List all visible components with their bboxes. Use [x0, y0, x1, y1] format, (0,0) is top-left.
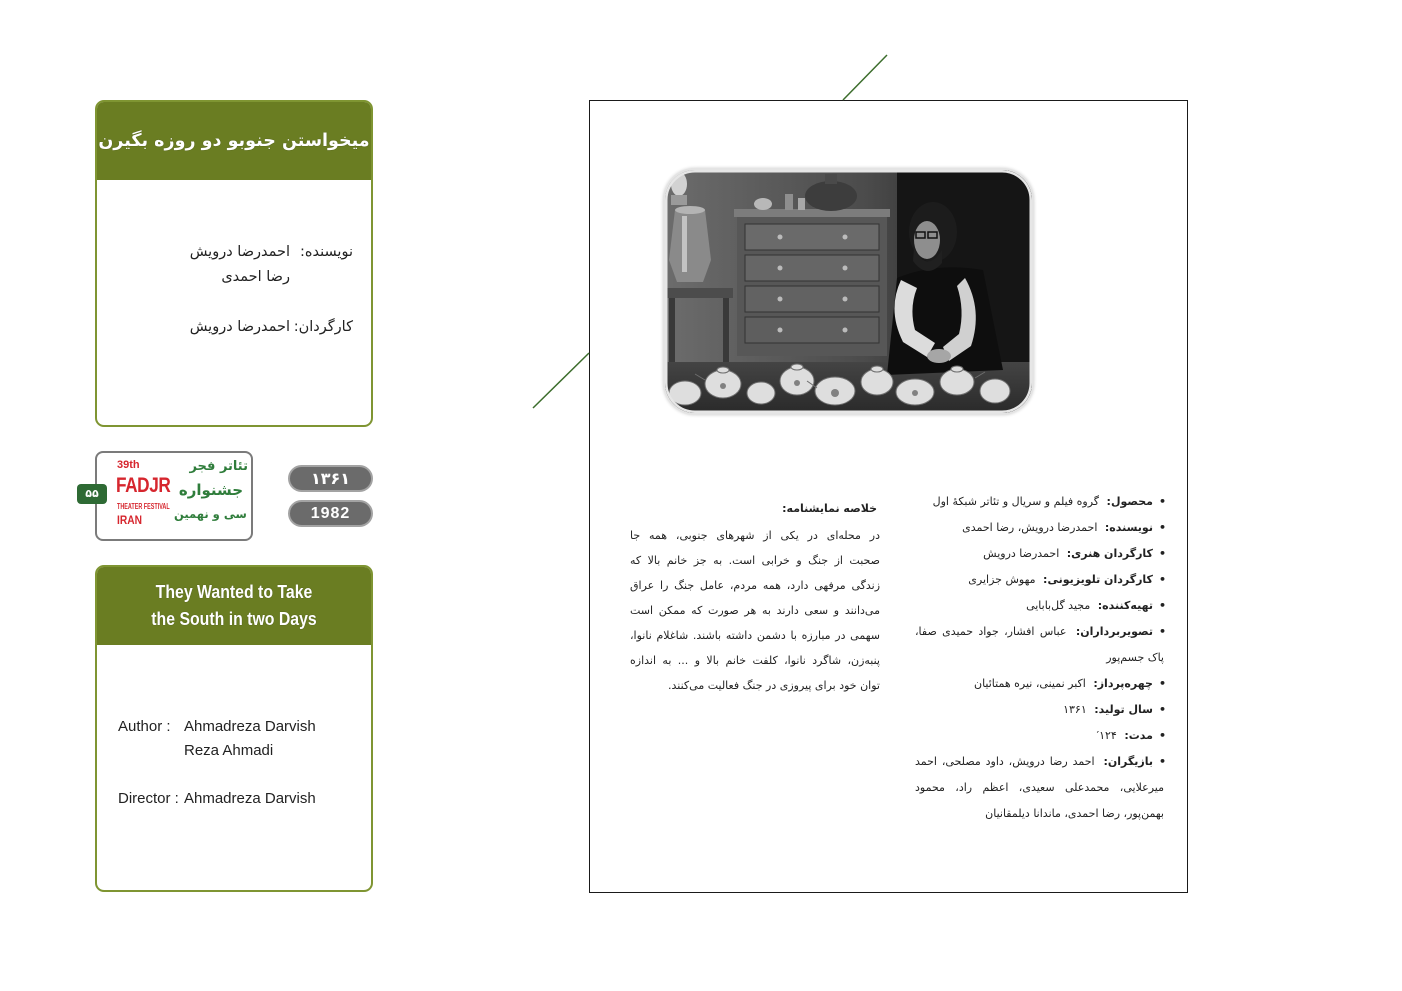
english-card-header: [97, 567, 371, 645]
persian-card-header: [97, 102, 371, 180]
credit-label: بازیگران:: [1103, 755, 1153, 768]
credit-item-continued: بهمن‌پور، رضا احمدی، ماندانا دیلمقانیان: [985, 807, 1164, 820]
credit-label: محصول:: [1106, 495, 1153, 508]
persian-author-label: نویسنده:: [300, 244, 353, 260]
decorative-line-top: [843, 55, 887, 100]
play-detail-page: [589, 100, 1188, 893]
synopsis-title: خلاصه نمایشنامه:: [782, 502, 877, 515]
credit-label: کارگردان تلویزیونی:: [1043, 573, 1153, 586]
synopsis-line: صحبت از جنگ و خرابی است. به جز خانم بالا که: [630, 554, 880, 567]
credit-value: عباس افشار، جواد حمیدی صفا،: [915, 625, 1067, 638]
logo-edition: 39th: [117, 459, 140, 471]
logo-subtitle: THEATER FESTIVAL: [117, 502, 170, 511]
credit-label: مدت:: [1124, 729, 1153, 742]
english-play-title-line: They Wanted to Take: [155, 582, 313, 602]
credit-value: مجید گل‌بابایی: [1026, 599, 1091, 612]
credit-label: چهره‌پرداز:: [1093, 677, 1153, 690]
synopsis: [630, 495, 880, 698]
credit-value: احمد رضا درویش، داود مصلحی، احمد: [915, 755, 1095, 768]
logo-fa-line: تئاتر فجر: [189, 459, 248, 474]
production-photo: [665, 170, 1032, 413]
credit-item: [915, 593, 1166, 619]
credit-item: [915, 515, 1166, 541]
credit-label: تهیه‌کننده:: [1097, 599, 1153, 612]
credit-label: کارگردان هنری:: [1066, 547, 1153, 560]
credit-item: [915, 671, 1166, 697]
photo-dresser: [734, 209, 890, 356]
synopsis-line: سهمی در مبارزه با دشمن داشته باشند. شاغلام نانوا،: [630, 629, 880, 642]
persian-author-2: رضا احمدی: [221, 269, 290, 285]
persian-author-1: احمدرضا درویش: [189, 244, 290, 260]
year-gregorian-badge: 1982: [288, 500, 373, 527]
synopsis-line: در محله‌ای در یکی از شهرهای جنوبی، همه جا: [630, 529, 880, 542]
credit-value: ۱۳۶۱: [1063, 703, 1087, 716]
persian-play-title: میخواستن جنوبو دو روزه بگیرن: [98, 131, 370, 151]
credit-value: احمدرضا درویش: [983, 547, 1060, 560]
synopsis-line: می‌دانند و سعی دارند به هر صورت که ممکن است: [630, 604, 880, 617]
festival-logo: [95, 451, 253, 541]
credit-value: احمدرضا درویش، رضا احمدی: [962, 521, 1098, 534]
credit-value: گروه فیلم و سریال و تئاتر شبکهٔ اول: [932, 495, 1100, 508]
credit-item: [915, 541, 1166, 567]
logo-fa-line: جشنواره: [178, 481, 244, 499]
logo-name: FADJR: [116, 474, 171, 497]
credit-item: [915, 567, 1166, 593]
credits-list: [915, 489, 1166, 827]
credit-item-continued: میرعلایی، محمدعلی سعیدی، اعظم راد، محمود: [915, 781, 1164, 794]
english-author-1: Ahmadreza Darvish: [184, 718, 316, 735]
page-number-tab: ۵۵: [77, 484, 107, 504]
production-photo-image: [665, 170, 1032, 413]
english-author-2: Reza Ahmadi: [184, 742, 274, 759]
synopsis-line: زندگی مرفهی دارد، همه مردم، عامل جنگ را عراق: [630, 579, 880, 592]
credit-item: [915, 723, 1166, 749]
persian-director: احمدرضا درویش: [189, 319, 290, 335]
persian-director-label: کارگردان:: [293, 319, 353, 335]
logo-persian-calligraphy: [174, 456, 248, 525]
synopsis-line: توان خود برای پیروزی در جنگ فعالیت می‌کنند.: [668, 679, 880, 692]
synopsis-line: پنبه‌زن، شاگرد نانوا، کلفت خانم بالا و ... به اندازه: [630, 654, 880, 667]
credit-value: اکبر نمینی، نیره همتائیان: [974, 677, 1086, 690]
english-director-label: Director :: [118, 790, 179, 807]
credit-value: مهوش جزایری: [968, 573, 1036, 586]
credit-label: نویسنده:: [1104, 521, 1153, 534]
persian-info-card: [95, 100, 373, 427]
credit-item: [915, 489, 1166, 515]
logo-fa-line: سی و نهمین: [174, 507, 247, 521]
credit-value: ۱۲۴′: [1096, 729, 1117, 742]
english-author-label: Author :: [118, 718, 171, 735]
credit-label: تصویربرداران:: [1075, 625, 1153, 638]
credit-item: [915, 619, 1166, 645]
english-play-title-line: the South in two Days: [151, 609, 317, 629]
english-director: Ahmadreza Darvish: [184, 790, 316, 807]
english-info-card: [95, 565, 373, 892]
credit-label: سال تولید:: [1094, 703, 1153, 716]
credit-item: [915, 697, 1166, 723]
credit-item-continued: پاک جسم‌پور: [1106, 651, 1164, 664]
logo-country: IRAN: [117, 513, 142, 527]
decorative-line-left: [533, 353, 589, 408]
credit-item: [915, 749, 1166, 775]
year-solar-badge: ۱۳۶۱: [288, 465, 373, 492]
